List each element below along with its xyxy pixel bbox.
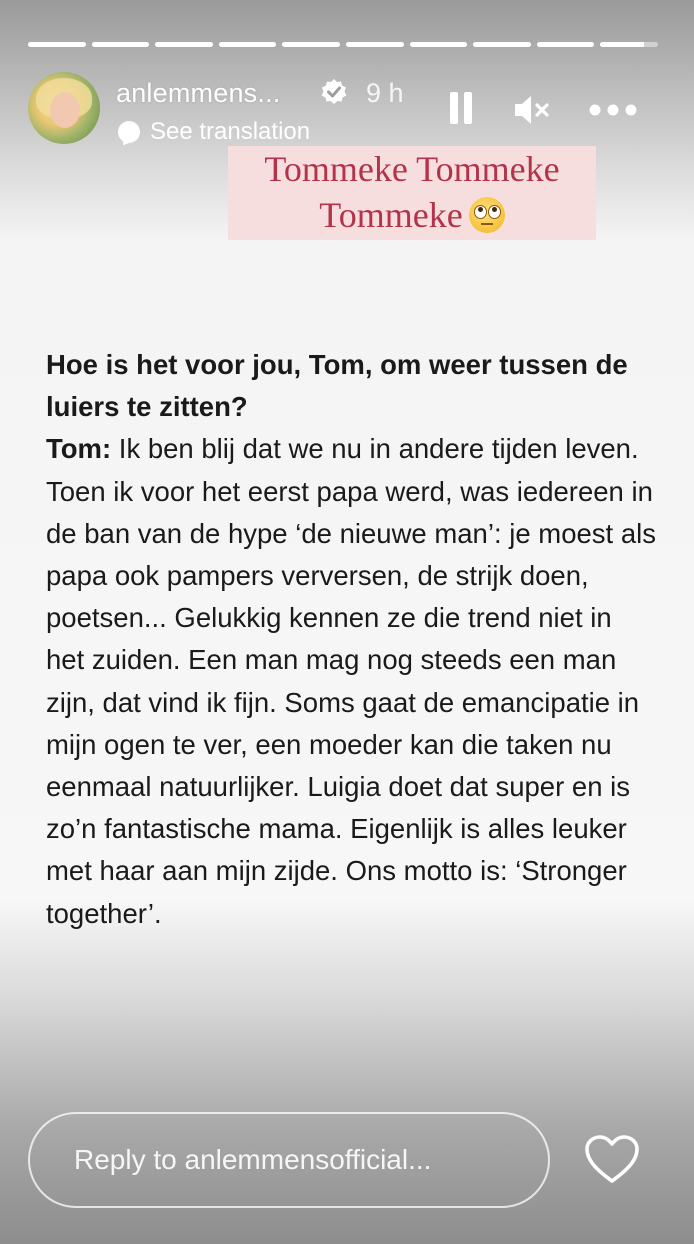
interview-answer [46,428,656,934]
progress-segment-fill [155,42,213,47]
eye-roll-emoji [469,197,505,233]
progress-segment-fill [219,42,277,47]
article-excerpt [46,344,656,935]
avatar[interactable] [28,72,100,144]
progress-segment-fill [28,42,86,47]
interview-question: Hoe is het voor jou, Tom, om weer tussen de luiers te zitten? [46,349,628,423]
answer-text: Ik ben blij dat we nu in andere tijden leven. Toen ik voor het eerst papa werd, was iedereen in de ban van de hype ‘de nieuwe man’: je moest als papa ook pampers verversen, de strijk doen, poetsen... Gelukkig kennen ze die trend niet in het zuiden. Een man mag nog steeds een man zijn, dat vind ik fijn. Soms gaat de emancipatie in mijn ogen te ver, een moeder kan die taken nu eenmaal natuurlijker. Luigia doet dat super en is zo’n fantastische mama. Eigenlijk is alles leuker met haar aan mijn zijde. Ons motto is: ‘Stronger together’. [46,433,656,929]
heart-icon[interactable] [584,1134,640,1186]
text-sticker [228,146,596,240]
reply-input[interactable] [28,1112,550,1208]
progress-segment-fill [346,42,404,47]
verified-badge-icon [320,78,348,106]
see-translation-label: See translation [150,118,311,145]
see-translation-button[interactable] [118,118,310,146]
progress-segment-fill [410,42,468,47]
progress-segment [537,42,595,47]
progress-segment [92,42,150,47]
speaker-label: Tom: [46,433,112,465]
speaker-muted-icon[interactable] [512,88,552,132]
progress-segment [346,42,404,47]
progress-segment [600,42,658,47]
speech-bubble-icon [118,121,140,143]
progress-segment-fill [600,42,643,47]
progress-segment-fill [537,42,595,47]
username[interactable]: anlemmens... [116,78,281,108]
progress-segment-fill [282,42,340,47]
avatar-face [50,92,80,128]
progress-segment [155,42,213,47]
progress-segment [282,42,340,47]
more-dots-icon[interactable] [588,88,638,132]
progress-segment-fill [92,42,150,47]
post-time: 9 h [366,78,404,108]
sticker-line-2-text: Tommeke [319,195,463,235]
sticker-line-1: Tommeke Tommeke [264,149,560,189]
progress-segment [473,42,531,47]
sticker-line-2 [228,192,596,238]
progress-segment-fill [473,42,531,47]
progress-segment [28,42,86,47]
pause-icon[interactable] [448,88,476,132]
story-progress-bar [28,42,658,47]
progress-segment [410,42,468,47]
progress-segment [219,42,277,47]
